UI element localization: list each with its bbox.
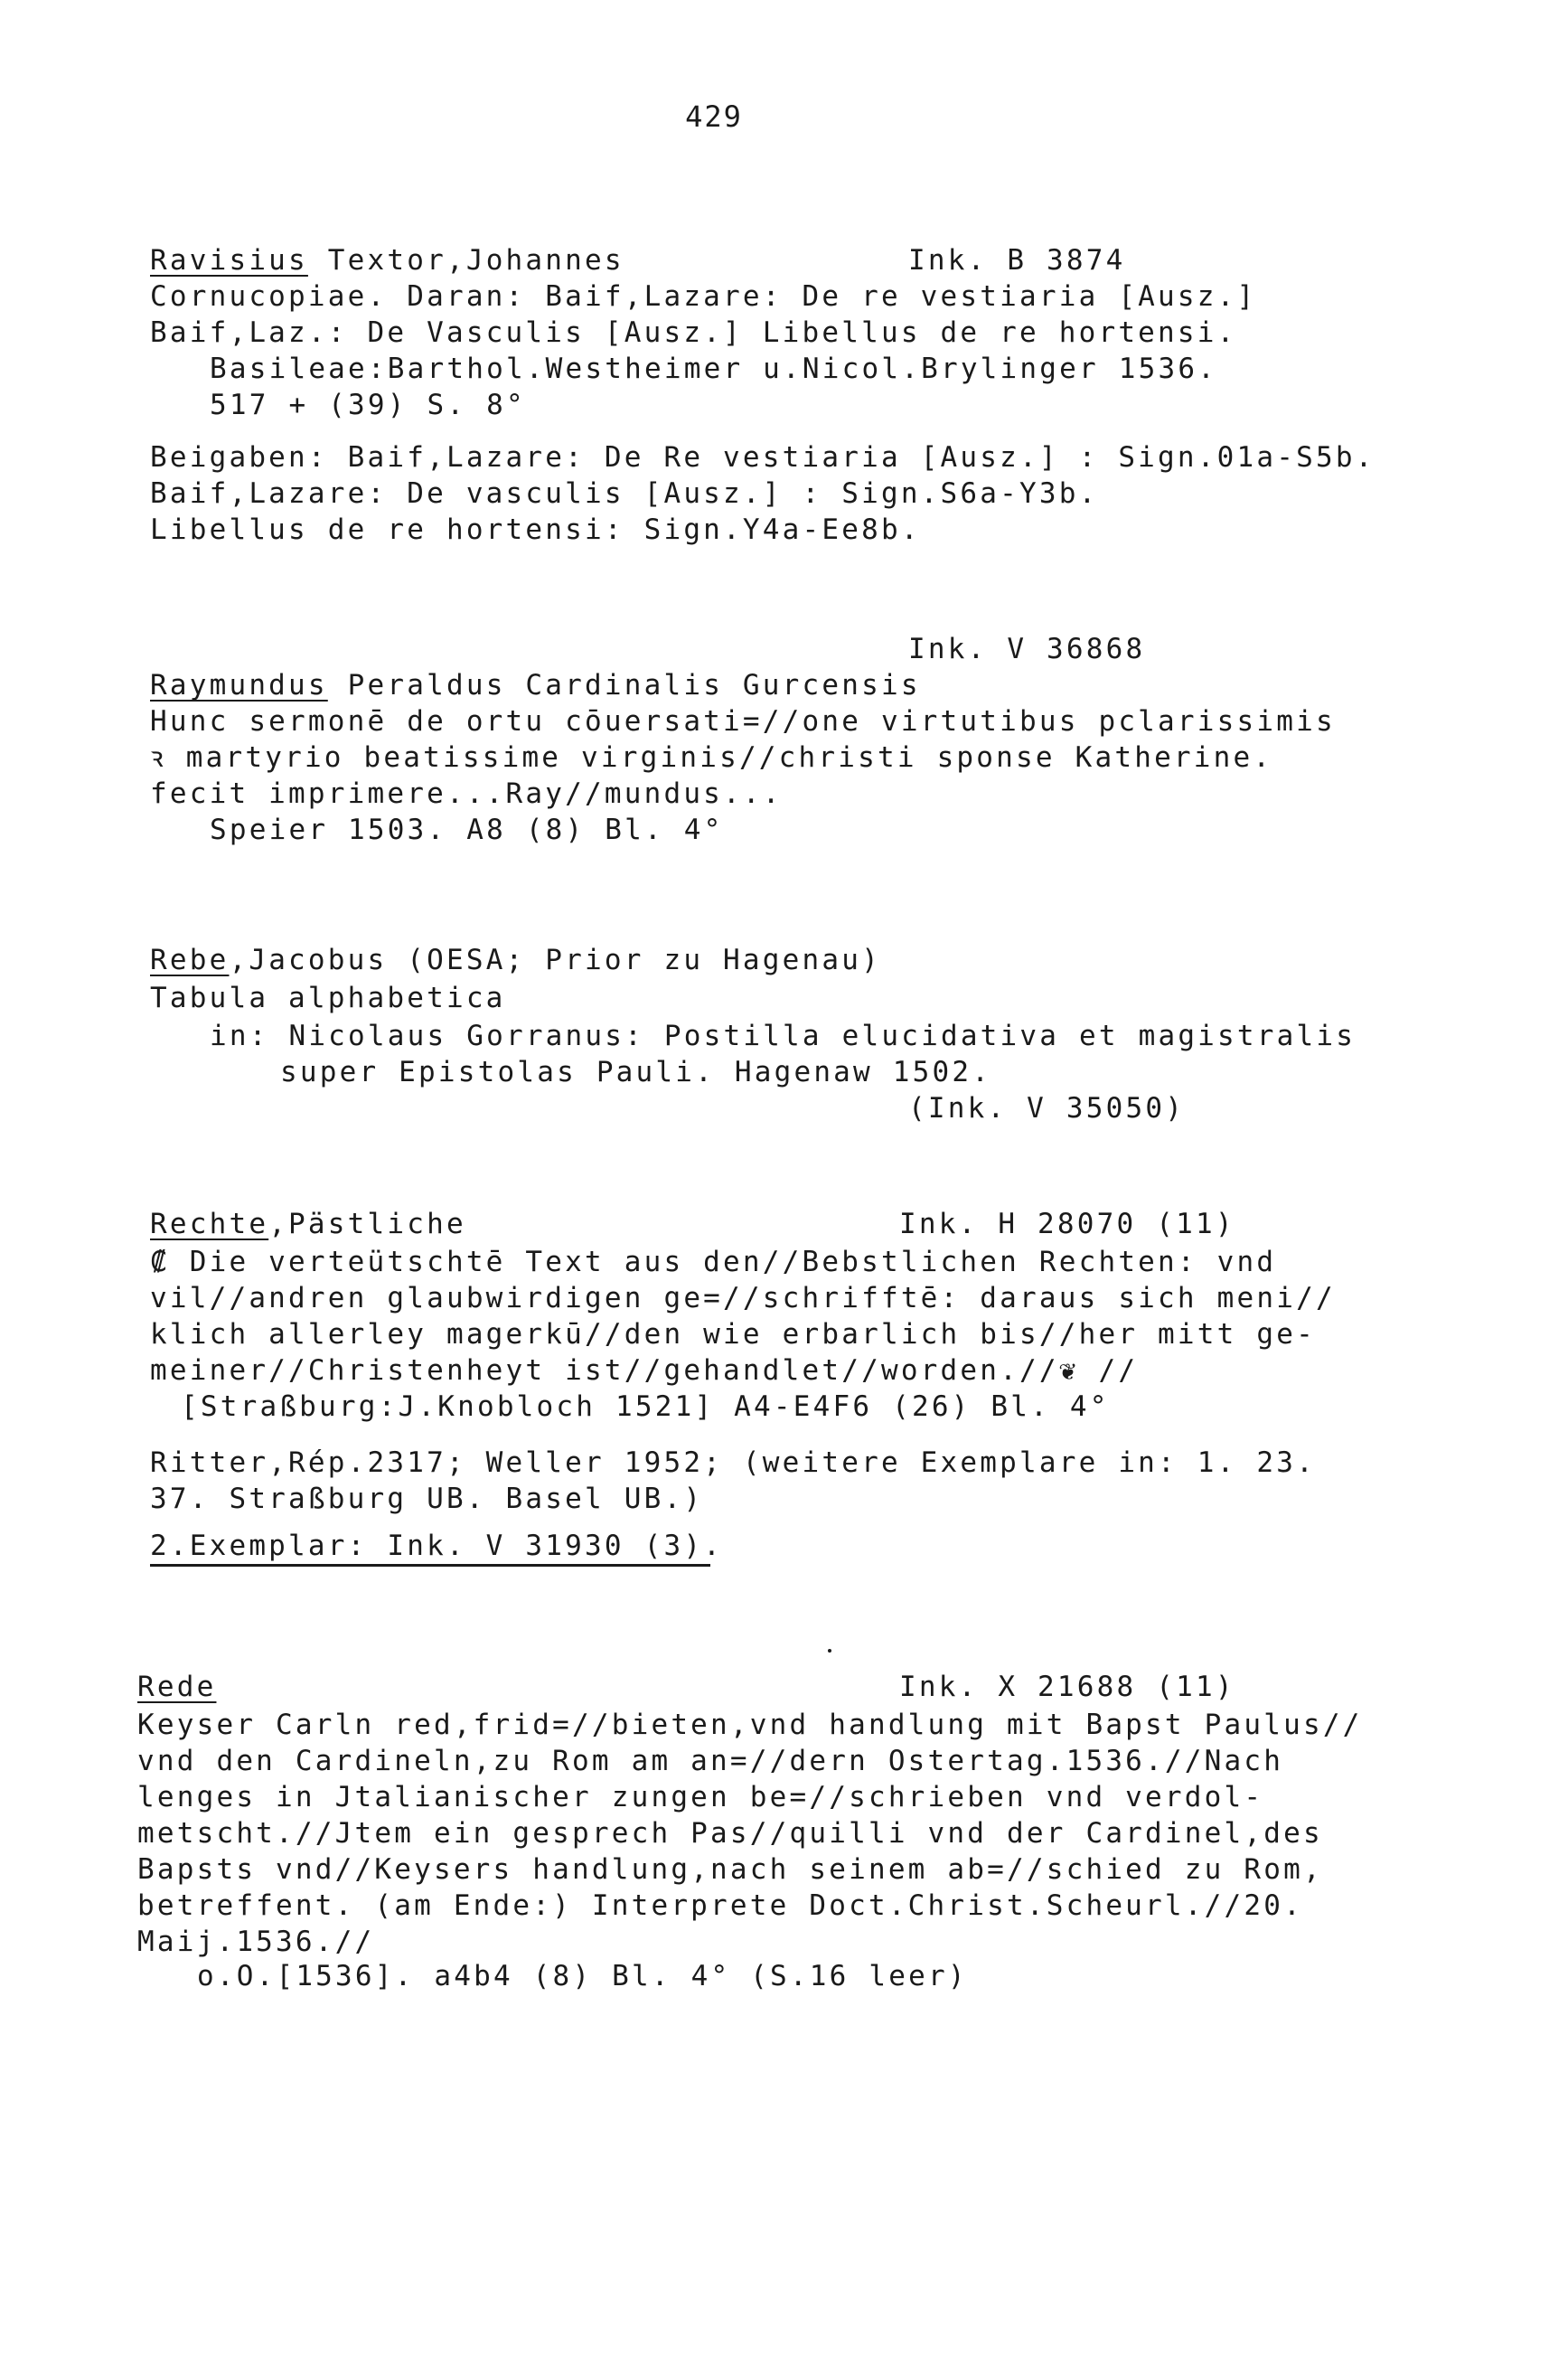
entry-line: 37. Straßburg UB. Basel UB.) — [150, 1483, 704, 1515]
entry-line: in: Nicolaus Gorranus: Postilla elucidativa et magistralis — [210, 1020, 1357, 1052]
entry-line: Libellus de re hortensi: Sign.Y4a-Ee8b. — [150, 513, 921, 546]
entry-line: fecit imprimere...Ray//mundus... — [150, 777, 783, 810]
entry-line: Baif,Lazare: De vasculis [Ausz.] : Sign.S6a-Y3b. — [150, 477, 1099, 510]
shelfmark: Ink. V 36868 — [908, 633, 1146, 665]
entry-heading — [150, 242, 624, 278]
entry-line: metscht.//Jtem ein gesprech Pas//quilli vnd der Cardinel,des — [137, 1817, 1323, 1850]
heading-text: Peraldus Cardinalis Gurcensis — [327, 669, 921, 702]
entry-line: meiner//Christenheyt ist//gehandlet//worden.//❦ // — [150, 1354, 1139, 1387]
entry-line: [Straßburg:J.Knobloch 1521] A4-E4F6 (26) Bl. 4° — [181, 1390, 1110, 1423]
entry-heading — [150, 667, 921, 703]
entry-line: Cornucopiae. Daran: Baif,Lazare: De re vestiaria [Ausz.] — [150, 280, 1257, 313]
heading-text: ,Jacobus (OESA; Prior zu Hagenau) — [229, 944, 881, 976]
entry-line: Maij.1536.// — [137, 1926, 375, 1958]
shelfmark: Ink. B 3874 — [908, 244, 1126, 277]
entry-line: vnd den Cardineln,zu Rom am an=//dern Ostertag.1536.//Nach — [137, 1745, 1284, 1777]
heading-keyword: Ravisius — [150, 244, 308, 277]
entry-heading — [150, 1206, 466, 1242]
entry-line: Speier 1503. A8 (8) Bl. 4° — [210, 814, 724, 846]
heading-keyword: Raymundus — [150, 669, 328, 702]
entry-heading — [137, 1669, 216, 1705]
entry-line: Ritter,Rép.2317; Weller 1952; (weitere Exemplare in: 1. 23. — [150, 1446, 1316, 1479]
entry-line: Tabula alphabetica — [150, 982, 506, 1014]
entry-heading — [150, 942, 881, 978]
entry-line: super Epistolas Pauli. Hagenaw 1502. — [280, 1056, 992, 1088]
underline-rule — [150, 1564, 710, 1567]
entry-line: o.O.[1536]. a4b4 (8) Bl. 4° (S.16 leer) — [197, 1960, 968, 1992]
heading-text: Textor,Johannes — [307, 244, 624, 277]
entry-line: ₡ Die verteütschtē Text aus den//Bebstlichen Rechten: vnd — [150, 1246, 1277, 1278]
entry-line: ꝛ martyrio beatissime virginis//christi sponse Katherine. — [150, 741, 1273, 774]
entry-line: Bapsts vnd//Keysers handlung,nach seinem ab=//schied zu Rom, — [137, 1853, 1323, 1886]
shelfmark: Ink. X 21688 (11) — [899, 1671, 1235, 1703]
entry-line: Beigaben: Baif,Lazare: De Re vestiaria [Ausz.] : Sign.01a-S5b. — [150, 441, 1376, 474]
heading-keyword: Rede — [137, 1671, 217, 1703]
heading-keyword: Rebe — [150, 944, 230, 976]
entry-line: klich allerley magerkū//den wie erbarlich bis//her mitt ge- — [150, 1318, 1316, 1351]
second-copy-note: 2.Exemplar: Ink. V 31930 (3). — [150, 1530, 724, 1562]
heading-text: ,Pästliche — [268, 1208, 466, 1240]
entry-line: Baif,Laz.: De Vasculis [Ausz.] Libellus de re hortensi. — [150, 316, 1237, 349]
page-number: 429 — [685, 99, 743, 134]
entry-line: Keyser Carln red,frid=//bieten,vnd handlung mit Bapst Paulus// — [137, 1709, 1363, 1741]
speck-mark — [828, 1649, 831, 1653]
entry-line: lenges in Jtalianischer zungen be=//schrieben vnd verdol- — [137, 1781, 1264, 1813]
entry-line: 517 + (39) S. 8° — [210, 389, 526, 421]
shelfmark: Ink. H 28070 (11) — [899, 1208, 1235, 1240]
entry-line: Basileae:Barthol.Westheimer u.Nicol.Brylinger 1536. — [210, 353, 1218, 385]
entry-line: vil//andren glaubwirdigen ge=//schrifftē: daraus sich meni// — [150, 1282, 1336, 1314]
entry-line: betreffent. (am Ende:) Interprete Doct.Christ.Scheurl.//20. — [137, 1889, 1303, 1922]
entry-line: (Ink. V 35050) — [908, 1092, 1186, 1125]
heading-keyword: Rechte — [150, 1208, 269, 1240]
entry-line: Hunc sermonē de ortu cōuersati=//one virtutibus pclarissimis — [150, 705, 1336, 738]
